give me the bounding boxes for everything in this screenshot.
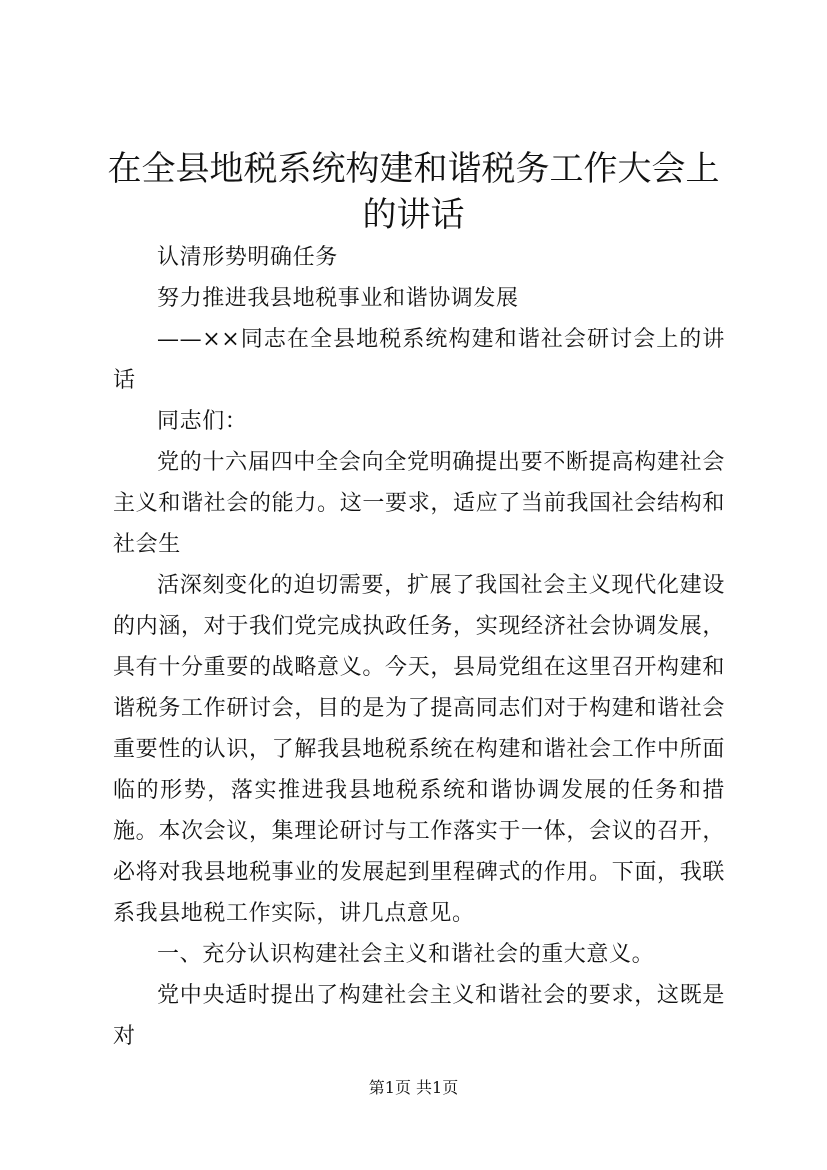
page-number-footer: 第1页 共1页 (368, 1078, 459, 1097)
paragraph-body-1: 党的十六届四中全会向全党明确提出要不断提高构建社会主义和谐社会的能力。这一要求，适应了当前我国社会结构和社会生 (113, 450, 725, 557)
paragraph-section-heading-1: 一、充分认识构建社会主义和谐社会的重大意义。 (157, 942, 655, 967)
document-title: 在全县地税系统构建和谐税务工作大会上的讲话 (107, 149, 720, 235)
paragraph-byline: ——××同志在全县地税系统构建和谐社会研讨会上的讲话 (113, 327, 725, 393)
document-body (113, 237, 725, 1057)
paragraph-subtitle-2: 努力推进我县地税事业和谐协调发展 (157, 286, 519, 311)
paragraph-salutation: 同志们： (157, 409, 248, 434)
paragraph-body-2: 活深刻变化的迫切需要，扩展了我国社会主义现代化建设的内涵，对于我们党完成执政任务，实现经济社会协调发展，具有十分重要的战略意义。今天，县局党组在这里召开构建和谐税务工作研讨会，目的是为了提高同志们对于构建和谐社会重要性的认识，了解我县地税系统在构建和谐社会工作中所面临的形势，落实推进我县地税系统和谐协调发展的任务和措施。本次会议，集理论研讨与工作落实于一体，会议的召开，必将对我县地税事业的发展起到里程碑式的作用。下面，我联系我县地税工作实际，讲几点意见。 (113, 573, 725, 926)
paragraph-body-3: 党中央适时提出了构建社会主义和谐社会的要求，这既是对 (113, 983, 725, 1049)
paragraph-subtitle-1: 认清形势明确任务 (157, 245, 338, 270)
